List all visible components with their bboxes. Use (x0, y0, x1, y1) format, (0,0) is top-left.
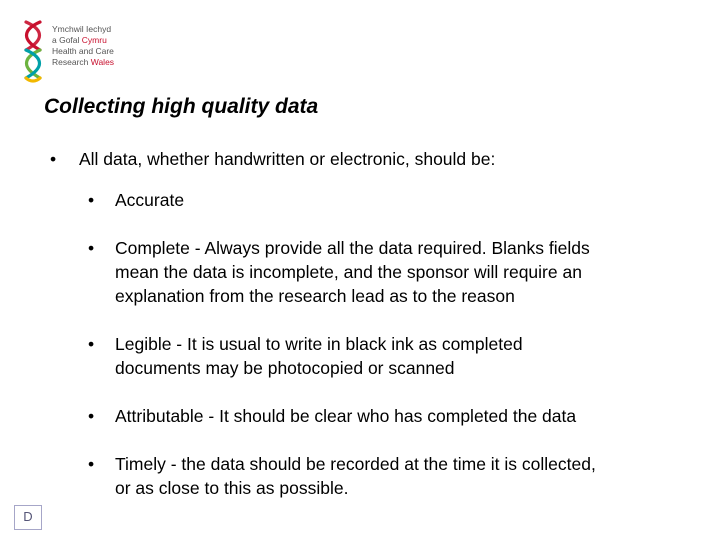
logo-text-accent: Cymru (81, 35, 107, 45)
logo-text (52, 24, 114, 68)
logo-line (52, 35, 114, 46)
bullet-icon: • (50, 149, 57, 169)
list-item-text (115, 452, 596, 500)
list-item-text (115, 404, 576, 428)
bullet-icon: • (88, 406, 95, 426)
list-item-line: explanation from the research lead as to the reason (115, 286, 515, 306)
bullet-icon: • (88, 334, 95, 354)
list-item-line: or as close to this as possible. (115, 478, 349, 498)
list-item-line: Complete - Always provide all the data required. Blanks fields (115, 238, 590, 258)
list-item-text (115, 188, 184, 212)
slide-title: Collecting high quality data (44, 95, 319, 118)
bullet-icon: • (88, 190, 95, 210)
logo (18, 18, 128, 86)
logo-text-part: a Gofal (52, 35, 82, 45)
list-item-line: Accurate (115, 190, 185, 210)
list-item-line: Legible - It is usual to write in black ink as completed (115, 334, 523, 354)
list-item-line: documents may be photocopied or scanned (115, 358, 455, 378)
bullet-icon: • (88, 454, 95, 474)
logo-text-part: Research (52, 57, 91, 67)
bullet-icon: • (88, 238, 95, 258)
logo-line (52, 57, 114, 68)
dna-helix-logo-icon (18, 18, 48, 86)
logo-line (52, 46, 114, 57)
list-item-line: Timely - the data should be recorded at the time it is collected, (115, 454, 596, 474)
logo-text-part: Health and Care (52, 46, 114, 56)
list-item-line: mean the data is incomplete, and the sponsor will require an (115, 262, 582, 282)
list-item-line: Attributable - It should be clear who has completed the data (115, 406, 577, 426)
list-item-text (115, 236, 590, 308)
list-item-text (115, 332, 523, 380)
logo-text-accent: Wales (90, 57, 115, 67)
logo-line (52, 24, 114, 35)
intro-text: All data, whether handwritten or electronic, should be: (79, 149, 496, 169)
logo-text-part: Ymchwil Iechyd (52, 24, 112, 34)
slide-badge: D (14, 505, 42, 530)
